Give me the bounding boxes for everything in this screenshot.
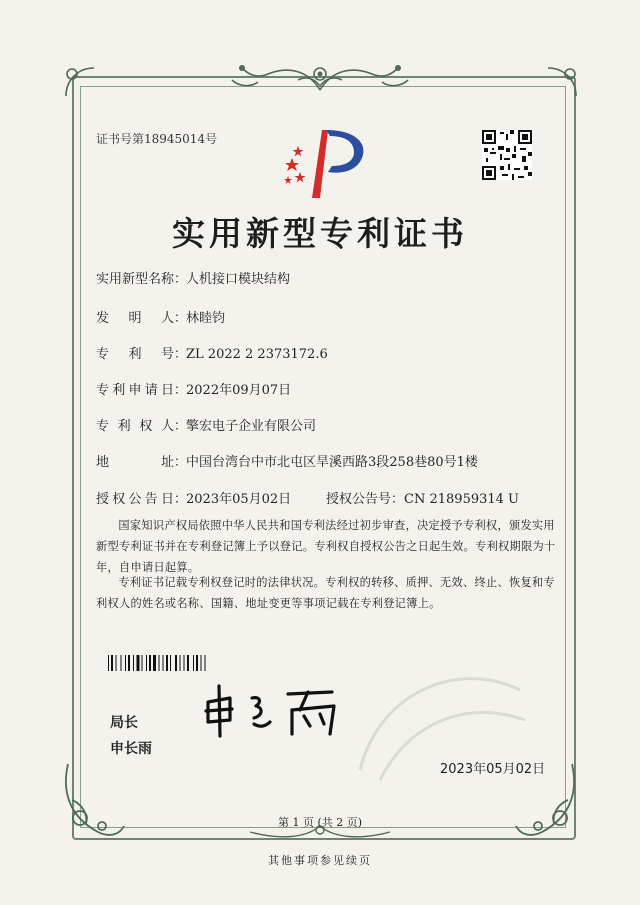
field-value: CN 218959314 U	[404, 492, 520, 507]
certificate-title: 实用新型专利证书	[172, 214, 468, 253]
field-label: 专利权人	[96, 419, 174, 434]
field-inventor: 发明人：林睦钧	[96, 307, 225, 326]
barcode	[108, 655, 248, 671]
field-value: 擎宏电子企业有限公司	[186, 419, 317, 434]
field-label: 实用新型名称	[96, 272, 175, 287]
director-title: 局长	[110, 715, 138, 731]
director-name: 申长雨	[110, 741, 152, 757]
field-value: 人机接口模块结构	[186, 272, 291, 287]
field-filing-date: 专利申请日：2022年09月07日	[96, 379, 291, 398]
grant-statement: 国家知识产权局依照中华人民共和国专利法经过初步审查，决定授予专利权，颁发实用新型专利证书并在专利登记簿上予以登记。专利权自授权公告之日起生效。专利权期限为十年，自申请日起算。	[96, 519, 556, 574]
field-publication-number: 授权公告号：CN 218959314 U	[326, 492, 520, 507]
field-label: 专利号	[96, 347, 174, 362]
page-number: 第 1 页 (共 2 页)	[277, 816, 363, 829]
field-label: 授权公告号	[326, 492, 392, 507]
field-patentee: 专利权人：擎宏电子企业有限公司	[96, 415, 316, 434]
corner-ornament-icon	[60, 62, 100, 102]
field-label: 专利申请日	[96, 383, 174, 398]
footer-note: 其他事项参见续页	[268, 854, 372, 867]
field-utility-model-name: 实用新型名称：人机接口模块结构	[96, 268, 290, 287]
field-address: 地址：中国台湾台中市北屯区旱溪西路3段258巷80号1楼	[96, 451, 478, 470]
field-grant-date: 授权公告日：2023年05月02日	[96, 488, 291, 507]
field-value: ZL 2022 2 2373172.6	[186, 347, 328, 362]
corner-ornament-icon	[542, 62, 582, 102]
field-label: 授权公告日	[96, 492, 174, 507]
field-patent-number: 专利号：ZL 2022 2 2373172.6	[96, 343, 328, 362]
field-value: 林睦钧	[186, 311, 226, 326]
field-value: 中国台湾台中市北屯区旱溪西路3段258巷80号1楼	[186, 455, 478, 470]
field-label: 地址	[96, 455, 174, 470]
cnipa-logo-icon	[282, 124, 372, 202]
qr-code	[482, 130, 532, 180]
director-signature	[200, 680, 350, 740]
field-value: 2022年09月07日	[186, 383, 292, 398]
top-ornament-icon	[228, 60, 412, 94]
field-label: 发明人	[96, 311, 174, 326]
certificate-number: 证书号第18945014号	[96, 132, 218, 146]
cnipa-watermark-icon	[340, 650, 530, 800]
field-value: 2023年05月02日	[186, 492, 292, 507]
signature-date: 2023年05月02日	[440, 762, 546, 777]
legal-status-note: 专利证书记载专利权登记时的法律状况。专利权的转移、质押、无效、终止、恢复和专利权人的姓名或名称、国籍、地址变更等事项记载在专利登记簿上。	[96, 576, 555, 610]
